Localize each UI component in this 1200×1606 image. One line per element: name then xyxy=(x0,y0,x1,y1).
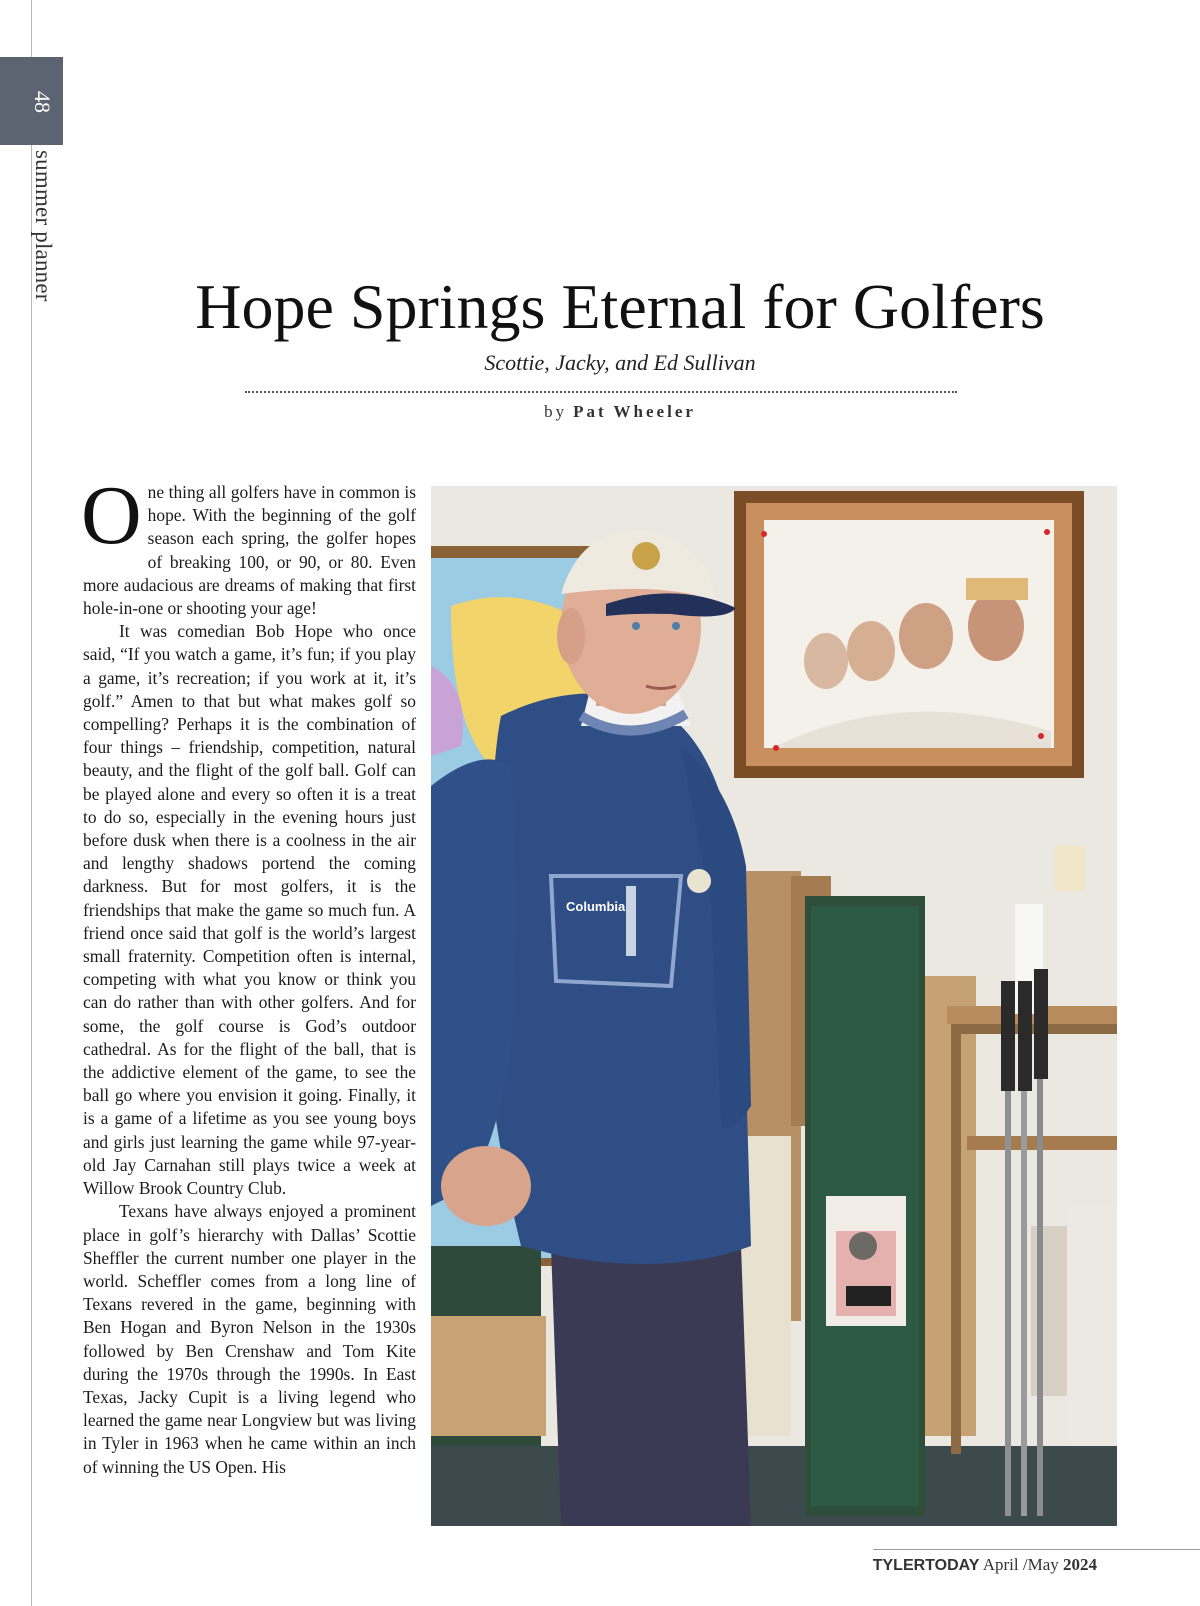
footer-issue: April /May xyxy=(982,1555,1059,1574)
paragraph-3: Texans have always enjoyed a prominent place in golf’s hierarchy with Dallas’ Scottie Sheffler the current number one player in the world. Scheffler comes from a long line of Texans revered in the game, beginning with Ben Hogan and Byron Nelson in the 1930s followed by Ben Crenshaw and Tom Kite during the 1970s through the 1990s. In East Texas, Jacky Cupit is a living legend who learned the game near Longview but was living in Tyler in 1963 when he came within an inch of winning the US Open. His xyxy=(83,1201,416,1477)
footer-year: 2024 xyxy=(1063,1555,1097,1574)
page-number: 48 xyxy=(30,91,55,113)
framed-golf-portrait xyxy=(734,491,1084,778)
golf-clubs xyxy=(1001,969,1048,1516)
paragraph-1-text: ne thing all golfers have in common is hope. With the beginning of the golf season each spring, the golfer hopes of breaking 100, or 90, or 80. Even more audacious are dreams of making that first hole-in-one or shooting your age! xyxy=(83,482,416,619)
byline-prefix: by xyxy=(544,402,568,421)
drop-cap: O xyxy=(81,469,142,562)
dotted-divider xyxy=(245,391,957,393)
vintage-club-box xyxy=(805,896,925,1516)
paragraph-1 xyxy=(81,469,416,620)
footer-rule xyxy=(873,1549,1200,1550)
article-title: Hope Springs Eternal for Golfers xyxy=(195,271,1045,342)
wall-outlet xyxy=(1055,846,1085,891)
paragraph-2: It was comedian Bob Hope who once said, “If you watch a game, it’s fun; if you play a game, it’s recreation; if you work at it, it’s golf.” Amen to that but what makes golf so compelling? Perhaps it is the combination of four things – friendship, competition, natural beauty, and the flight of the golf ball. Golf can be played alone and every so often it is a treat to do so, especially in the evening hours just before dusk when there is a coolness in the air and lengthy shadows portend the coming darkness. But for most golfers, it is the friendships that make the game so much fun. A friend once said that golf is the world’s largest small fraternity. Competition often is internal, competing with what you know or think you can do rather than with other golfers. And for some, the golf course is God’s outdoor cathedral. As for the flight of the ball, that is the addictive element of the game, to see the ball go where you envision it going. Finally, it is a game of a lifetime as you see young boys and girls just learning the game while 97-year-old Jay Carnahan still plays twice a week at Willow Brook Country Club. xyxy=(83,621,416,1199)
section-label: summer planner xyxy=(31,150,56,302)
jacket-logo: Columbia xyxy=(566,899,626,914)
byline xyxy=(0,402,1200,422)
footer-brand: TYLERTODAY xyxy=(872,1557,980,1574)
article-subtitle: Scottie, Jacky, and Ed Sullivan xyxy=(484,350,756,375)
byline-author: Pat Wheeler xyxy=(573,402,696,421)
footer xyxy=(873,1555,1097,1575)
floor xyxy=(431,1446,1117,1526)
article-body xyxy=(81,469,416,1479)
photo-illustration xyxy=(431,486,1117,1526)
article-photo xyxy=(431,486,1117,1526)
